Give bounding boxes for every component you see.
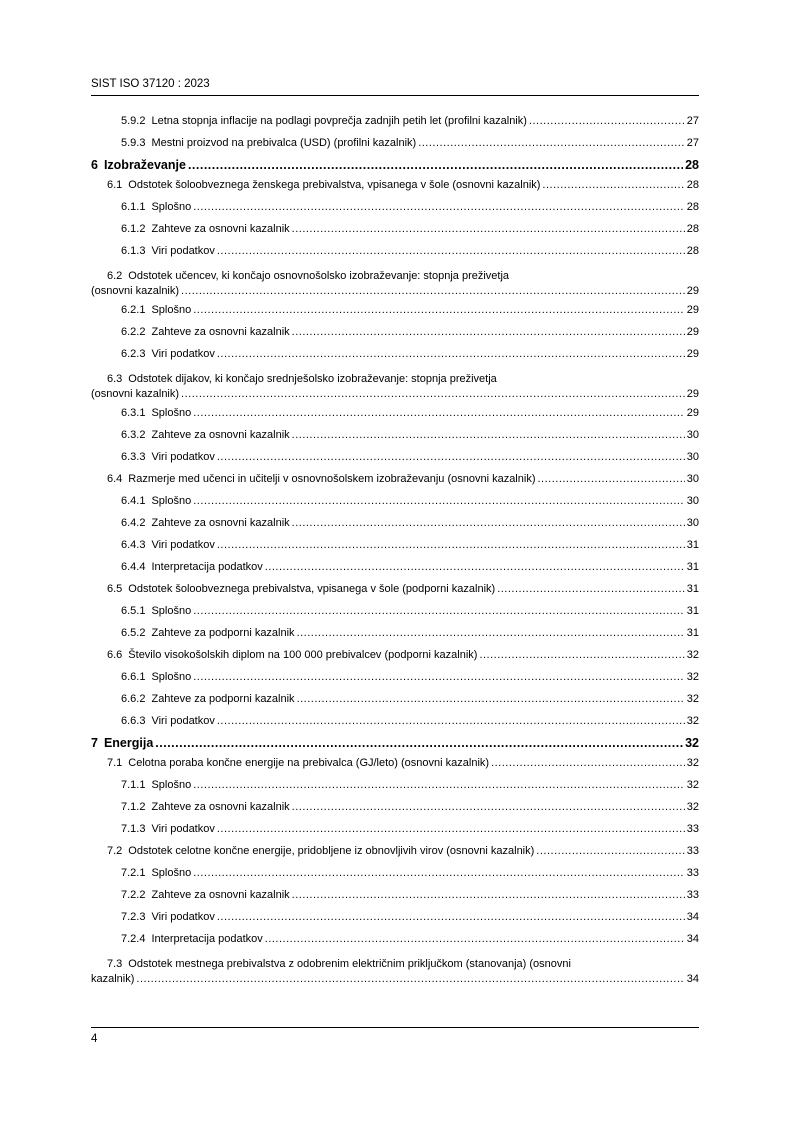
- toc-leader-dots: [193, 490, 685, 512]
- toc-entry-number: 6: [91, 158, 98, 172]
- toc-entry-page: 29: [686, 348, 699, 360]
- toc-entry-number: 6.3.3: [121, 451, 146, 463]
- toc-entry-page: 33: [686, 889, 699, 901]
- toc-entry-6-1-2[interactable]: [91, 218, 699, 240]
- toc-entry-page: 29: [686, 388, 699, 400]
- toc-leader-dots: [529, 110, 685, 132]
- toc-entry-page: 34: [686, 973, 699, 985]
- toc-entry-number: 6.6: [107, 649, 123, 661]
- toc-entry-title: Zahteve za podporni kazalnik: [151, 693, 295, 705]
- toc-entry-number: 6.2.2: [121, 326, 146, 338]
- toc-entry-page: 30: [686, 495, 699, 507]
- toc-entry-page: 32: [686, 693, 699, 705]
- toc-entry-label: [107, 752, 489, 774]
- toc-entry-label: [121, 928, 263, 950]
- toc-entry-label: [121, 862, 191, 884]
- toc-entry-6-5[interactable]: [91, 578, 699, 600]
- toc-entry-label: [121, 424, 290, 446]
- toc-entry-number: 7.1.2: [121, 801, 146, 813]
- toc-entry-number: 7.1.3: [121, 823, 146, 835]
- toc-entry-number: 6.4.4: [121, 561, 146, 573]
- toc-entry-number: 6.5: [107, 583, 123, 595]
- toc-entry-label: [107, 578, 495, 600]
- toc-entry-6-6-3[interactable]: [91, 710, 699, 732]
- toc-entry-label: [121, 132, 416, 154]
- toc-entry-page: 29: [686, 285, 699, 297]
- toc-entry-number: 6.1: [107, 179, 123, 191]
- toc-entry-6-2[interactable]: [91, 262, 699, 299]
- toc-entry-page: 28: [686, 245, 699, 257]
- toc-leader-dots: [265, 928, 685, 950]
- toc-entry-title: Viri podatkov: [151, 348, 215, 360]
- toc-entry-number: 7.2: [107, 845, 123, 857]
- footer-rule: [91, 1027, 699, 1028]
- toc-entry-page: 28: [686, 201, 699, 213]
- toc-entry-title: Splošno: [151, 407, 192, 419]
- toc-entry-7-1-2[interactable]: [91, 796, 699, 818]
- toc-entry-page: 28: [685, 158, 699, 172]
- toc-leader-dots: [297, 688, 685, 710]
- toc-entry-6-4-4[interactable]: [91, 556, 699, 578]
- toc-leader-dots: [418, 132, 685, 154]
- toc-leader-dots: [479, 644, 684, 666]
- toc-entry-number: 7.2.2: [121, 889, 146, 901]
- toc-entry-7-2[interactable]: [91, 840, 699, 862]
- toc-leader-dots: [193, 402, 685, 424]
- toc-entry-label: [121, 666, 191, 688]
- toc-entry-label: [121, 906, 215, 928]
- toc-entry-label: [121, 796, 290, 818]
- toc-entry-title: Izobraževanje: [103, 158, 186, 172]
- header-rule: [91, 95, 699, 96]
- toc-entry-page: 32: [686, 779, 699, 791]
- toc-entry-label: [121, 446, 215, 468]
- toc-leader-dots: [292, 218, 685, 240]
- toc-entry-page: 29: [686, 304, 699, 316]
- toc-entry-6-3-1[interactable]: [91, 402, 699, 424]
- toc-entry-page: 33: [686, 867, 699, 879]
- toc-leader-dots: [292, 321, 685, 343]
- toc-entry-title: Viri podatkov: [151, 823, 215, 835]
- toc-entry-page: 32: [686, 757, 699, 769]
- toc-entry-title: Odstotek celotne končne energije, pridobljene iz obnovljivih virov (osnovni kazalnik): [128, 845, 535, 857]
- toc-entry-page: 30: [686, 517, 699, 529]
- toc-entry-number: 6.4.3: [121, 539, 146, 551]
- toc-entry-number: 6.6.3: [121, 715, 146, 727]
- toc-entry-page: 31: [686, 605, 699, 617]
- toc-entry-number: 6.5.2: [121, 627, 146, 639]
- toc-entry-5-9-3[interactable]: [91, 132, 699, 154]
- toc-entry-number: 6.4: [107, 473, 123, 485]
- toc-leader-dots: [193, 862, 685, 884]
- toc-entry-title: Interpretacija podatkov: [151, 933, 263, 945]
- toc-leader-dots: [155, 732, 683, 752]
- toc-entry-page: 32: [686, 715, 699, 727]
- toc-entry-6-1-1[interactable]: [91, 196, 699, 218]
- toc-entry-label: [121, 818, 215, 840]
- toc-leader-dots: [537, 468, 684, 490]
- toc-leader-dots: [217, 343, 685, 365]
- toc-entry-title: Odstotek šoloobveznega prebivalstva, vpisanega v šole (podporni kazalnik): [128, 583, 496, 595]
- toc-leader-dots: [292, 884, 685, 906]
- toc-entry-number: 7.2.1: [121, 867, 146, 879]
- toc-entry-7-3[interactable]: [91, 950, 699, 987]
- toc-entry-number: 6.3.1: [121, 407, 146, 419]
- toc-entry-number: 6.3.2: [121, 429, 146, 441]
- toc-entry-page: 33: [686, 845, 699, 857]
- toc-entry-label: [121, 512, 290, 534]
- toc-entry-page: 27: [686, 115, 699, 127]
- toc-entry-title: Splošno: [151, 605, 192, 617]
- toc-entry-page: 32: [686, 801, 699, 813]
- toc-entry-title: Odstotek učencev, ki končajo osnovnošolsko izobraževanje: stopnja preživetja: [128, 270, 510, 282]
- toc-leader-dots: [292, 512, 685, 534]
- toc-leader-dots: [193, 196, 685, 218]
- toc-entry-6-2-3[interactable]: [91, 343, 699, 365]
- toc-entry-title: Celotna poraba končne energije na prebivalca (GJ/leto) (osnovni kazalnik): [128, 757, 490, 769]
- toc-leader-dots: [497, 578, 685, 600]
- toc-entry-title: Zahteve za osnovni kazalnik: [151, 223, 290, 235]
- toc-entry-title-continued: kazalnik): [91, 973, 135, 985]
- toc-entry-number: 7.1: [107, 757, 123, 769]
- running-header: SIST ISO 37120 : 2023: [91, 78, 210, 90]
- toc-entry-title: Odstotek mestnega prebivalstva z odobrenim električnim priključkom (stanovanja) (osnovni: [128, 958, 571, 970]
- toc-entry-label: [107, 840, 534, 862]
- toc-entry-number: 6.2.1: [121, 304, 146, 316]
- toc-entry-7-1[interactable]: [91, 752, 699, 774]
- toc-entry-page: 34: [686, 911, 699, 923]
- toc-leader-dots: [217, 240, 685, 262]
- toc-entry-title: Število visokošolskih diplom na 100 000 prebivalcev (podporni kazalnik): [128, 649, 478, 661]
- toc-entry-label: [107, 468, 535, 490]
- toc-entry-label: [121, 884, 290, 906]
- toc-leader-dots: [217, 906, 685, 928]
- toc-entry-title: Splošno: [151, 201, 192, 213]
- toc-entry-title: Zahteve za osnovni kazalnik: [151, 326, 290, 338]
- toc-entry-label: [121, 299, 191, 321]
- toc-entry-number: 5.9.3: [121, 137, 146, 149]
- toc-leader-dots: [265, 556, 685, 578]
- toc-entry-title: Splošno: [151, 304, 192, 316]
- toc-leader-dots: [193, 600, 685, 622]
- toc-entry-number: 6.2.3: [121, 348, 146, 360]
- toc-entry-label: [121, 600, 191, 622]
- toc-leader-dots: [297, 622, 685, 644]
- toc-entry-label: [121, 218, 290, 240]
- toc-entry-6-2-2[interactable]: [91, 321, 699, 343]
- toc-entry-6-6-1[interactable]: [91, 666, 699, 688]
- toc-leader-dots: [542, 174, 684, 196]
- toc-entry-label: [107, 174, 540, 196]
- toc-entry-7-2-2[interactable]: [91, 884, 699, 906]
- toc-entry-6[interactable]: [91, 154, 699, 174]
- toc-entry-title: Mestni proizvod na prebivalca (USD) (profilni kazalnik): [151, 137, 417, 149]
- toc-entry-page: 30: [686, 451, 699, 463]
- toc-entry-number: 7.3: [107, 958, 123, 970]
- toc-entry-title: Splošno: [151, 495, 192, 507]
- toc-entry-number: 6.1.1: [121, 201, 146, 213]
- toc-leader-dots: [217, 446, 685, 468]
- toc-entry-7-2-3[interactable]: [91, 906, 699, 928]
- toc-entry-6-4-3[interactable]: [91, 534, 699, 556]
- toc-entry-label: [121, 556, 263, 578]
- toc-entry-title-continued: (osnovni kazalnik): [91, 388, 180, 400]
- toc-entry-title: Zahteve za osnovni kazalnik: [151, 801, 290, 813]
- toc-entry-title: Viri podatkov: [151, 245, 215, 257]
- toc-leader-dots: [136, 972, 684, 987]
- toc-entry-5-9-2[interactable]: [91, 110, 699, 132]
- toc-leader-dots: [292, 424, 685, 446]
- toc-entry-page: 28: [686, 179, 699, 191]
- toc-entry-7-1-3[interactable]: [91, 818, 699, 840]
- toc-entry-page: 31: [686, 539, 699, 551]
- toc-entry-number: 6.4.2: [121, 517, 146, 529]
- toc-entry-title: Zahteve za podporni kazalnik: [151, 627, 295, 639]
- toc-leader-dots: [217, 818, 685, 840]
- toc-entry-label: [91, 154, 186, 174]
- toc-entry-title: Splošno: [151, 671, 192, 683]
- toc-entry-title: Razmerje med učenci in učitelji v osnovnošolskem izobraževanju (osnovni kazalnik): [128, 473, 536, 485]
- toc-entry-page: 29: [686, 407, 699, 419]
- toc-entry-6-5-2[interactable]: [91, 622, 699, 644]
- toc-leader-dots: [181, 284, 685, 299]
- toc-leader-dots: [536, 840, 684, 862]
- toc-leader-dots: [193, 774, 685, 796]
- toc-entry-6-1-3[interactable]: [91, 240, 699, 262]
- toc-entry-page: 27: [686, 137, 699, 149]
- toc-entry-label: [121, 622, 295, 644]
- toc-entry-6-3-2[interactable]: [91, 424, 699, 446]
- toc-entry-label: [121, 343, 215, 365]
- toc-entry-title: Letna stopnja inflacije na podlagi povprečja zadnjih petih let (profilni kazalnik): [151, 115, 527, 127]
- toc-entry-title: Viri podatkov: [151, 539, 215, 551]
- toc-entry-number: 6.5.1: [121, 605, 146, 617]
- toc-entry-label: [121, 196, 191, 218]
- toc-entry-label: [121, 402, 191, 424]
- toc-entry-6-6[interactable]: [91, 644, 699, 666]
- toc-entry-page: 28: [686, 223, 699, 235]
- toc-entry-title: Splošno: [151, 779, 192, 791]
- toc-entry-label: [121, 240, 215, 262]
- toc-entry-6-4[interactable]: [91, 468, 699, 490]
- toc-entry-number: 6.6.1: [121, 671, 146, 683]
- toc-entry-page: 32: [686, 649, 699, 661]
- toc-entry-label: [91, 732, 153, 752]
- toc-entry-7[interactable]: [91, 732, 699, 752]
- toc-leader-dots: [491, 752, 685, 774]
- toc-entry-number: 7.2.4: [121, 933, 146, 945]
- toc-entry-title: Splošno: [151, 867, 192, 879]
- toc-entry-number: 6.2: [107, 270, 123, 282]
- toc-entry-title: Viri podatkov: [151, 911, 215, 923]
- toc-entry-page: 31: [686, 561, 699, 573]
- toc-leader-dots: [217, 710, 685, 732]
- toc-entry-page: 30: [686, 429, 699, 441]
- toc-entry-label: [121, 774, 191, 796]
- toc-entry-page: 31: [686, 583, 699, 595]
- toc-entry-7-1-1[interactable]: [91, 774, 699, 796]
- toc-entry-label: [121, 534, 215, 556]
- toc-entry-label: [121, 321, 290, 343]
- toc-entry-title: Viri podatkov: [151, 715, 215, 727]
- toc-leader-dots: [188, 154, 683, 174]
- toc-entry-page: 29: [686, 326, 699, 338]
- toc-entry-7-2-4[interactable]: [91, 928, 699, 950]
- toc-entry-6-5-1[interactable]: [91, 600, 699, 622]
- toc-entry-6-6-2[interactable]: [91, 688, 699, 710]
- toc-entry-title: Viri podatkov: [151, 451, 215, 463]
- toc-entry-title: Odstotek dijakov, ki končajo srednješolsko izobraževanje: stopnja preživetja: [128, 373, 497, 385]
- toc-entry-title-continued: (osnovni kazalnik): [91, 285, 180, 297]
- toc-entry-number: 7: [91, 736, 98, 750]
- toc-entry-6-4-2[interactable]: [91, 512, 699, 534]
- toc-leader-dots: [193, 666, 685, 688]
- toc-entry-6-3[interactable]: [91, 365, 699, 402]
- toc-entry-title: Zahteve za osnovni kazalnik: [151, 889, 290, 901]
- toc-entry-number: 7.2.3: [121, 911, 146, 923]
- toc-entry-7-2-1[interactable]: [91, 862, 699, 884]
- toc-leader-dots: [217, 534, 685, 556]
- toc-entry-6-4-1[interactable]: [91, 490, 699, 512]
- toc-entry-page: 31: [686, 627, 699, 639]
- toc-entry-6-3-3[interactable]: [91, 446, 699, 468]
- toc-entry-number: 6.1.2: [121, 223, 146, 235]
- toc-entry-number: 5.9.2: [121, 115, 146, 127]
- toc-entry-title: Interpretacija podatkov: [151, 561, 263, 573]
- toc-entry-label: [121, 110, 527, 132]
- toc-entry-title: Zahteve za osnovni kazalnik: [151, 429, 290, 441]
- toc-entry-page: 34: [686, 933, 699, 945]
- toc-entry-title: Odstotek šoloobveznega ženskega prebivalstva, vpisanega v šole (osnovni kazalnik): [128, 179, 541, 191]
- toc-entry-number: 6.1.3: [121, 245, 146, 257]
- toc-entry-number: 6.6.2: [121, 693, 146, 705]
- toc-entry-page: 30: [686, 473, 699, 485]
- toc-entry-number: 6.4.1: [121, 495, 146, 507]
- toc-entry-label: [121, 490, 191, 512]
- toc-leader-dots: [292, 796, 685, 818]
- table-of-contents: [91, 110, 699, 987]
- toc-leader-dots: [193, 299, 685, 321]
- toc-entry-title: Energija: [103, 736, 154, 750]
- toc-entry-number: 7.1.1: [121, 779, 146, 791]
- toc-entry-page: 33: [686, 823, 699, 835]
- toc-entry-label: [107, 644, 477, 666]
- toc-entry-6-2-1[interactable]: [91, 299, 699, 321]
- toc-entry-page: 32: [686, 671, 699, 683]
- toc-entry-label: [121, 688, 295, 710]
- toc-entry-title: Zahteve za osnovni kazalnik: [151, 517, 290, 529]
- page-number: 4: [91, 1033, 98, 1045]
- toc-entry-page: 32: [685, 736, 699, 750]
- toc-entry-number: 6.3: [107, 373, 123, 385]
- toc-leader-dots: [181, 387, 685, 402]
- toc-entry-label: [121, 710, 215, 732]
- toc-entry-6-1[interactable]: [91, 174, 699, 196]
